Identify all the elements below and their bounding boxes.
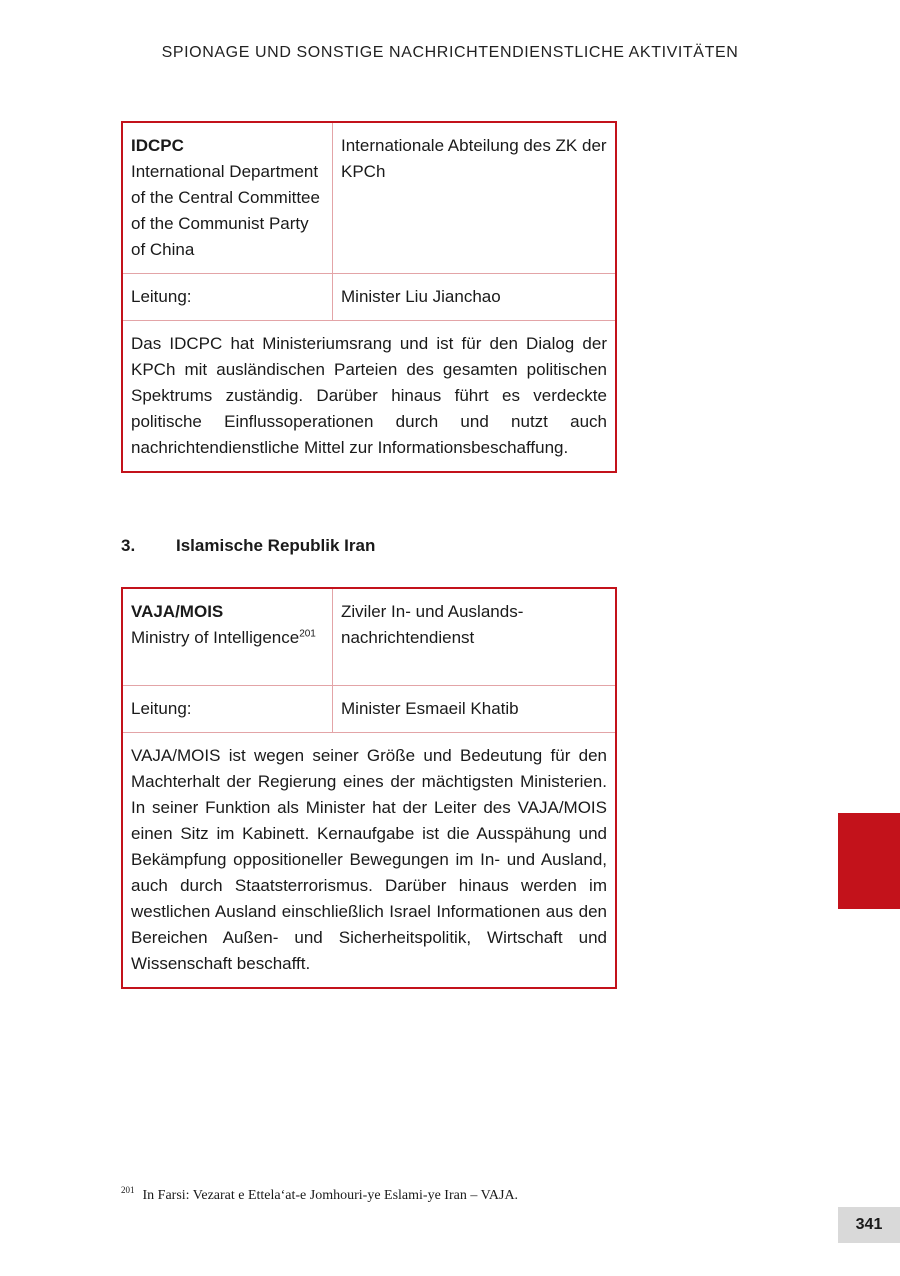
vaja-description: VAJA/MOIS ist wegen seiner Größe und Bedeutung für den Machterhalt der Regierung eines der mächtigsten Ministerien. In seiner Funktion als Minister hat der Leiter des VAJA/MOIS einen Sitz im Kabinett. Kernaufgabe ist die Ausspähung und Bekämpfung oppositioneller Bewegungen im In- und Ausland, auch durch Staatsterrorismus. Darüber hinaus werden im westlichen Ausland einschließlich Israel Informationen aus den Bereichen Außen- und Sicherheitspolitik, Wirtschaft und Wissenschaft beschafft. [123,733,615,988]
idcpc-german-name: Internationale Abteilung des ZK der KPCh [333,123,616,274]
footnote-number: 201 [121,1185,135,1196]
table-row [123,589,615,686]
idcpc-leitung-value: Minister Liu Jianchao [333,274,616,321]
idcpc-leitung-label: Leitung: [123,274,333,321]
idcpc-info-box [121,121,617,473]
table-row [123,686,615,733]
running-header: SPIONAGE UND SONSTIGE NACHRICHTENDIENSTLICHE AKTIVITÄTEN [161,44,739,61]
vaja-english-name-text: Ministry of Intelligence [131,628,300,647]
idcpc-description: Das IDCPC hat Ministeriumsrang und ist für den Dialog der KPCh mit ausländischen Parteien des gesamten politischen Spektrums zuständig. Darüber hinaus führt es verdeckte politische Einflussoperationen durch und nutzt auch nachrichtendienstliche Mittel zur Informationsbeschaffung. [123,321,615,472]
vaja-english-name [131,625,324,651]
vaja-name-cell [123,589,333,686]
idcpc-english-name: International Department of the Central Committee of the Communist Party of China [131,162,320,259]
section-heading [121,536,375,556]
table-row [123,321,615,472]
idcpc-abbreviation: IDCPC [131,136,184,155]
table-row [123,274,615,321]
footnote [121,1185,519,1204]
vaja-german-name: Ziviler In- und Auslandsnachrichtendienst [333,589,616,686]
vaja-info-box [121,587,617,989]
idcpc-table [123,123,615,471]
footnote-text: In Farsi: Vezarat e Ettela‘at-e Jomhouri-ye Eslami-ye Iran – VAJA. [142,1188,519,1203]
footnote-reference[interactable]: 201 [299,628,316,640]
chapter-side-tab [838,813,900,909]
vaja-abbreviation: VAJA/MOIS [131,602,224,621]
section-number: 3. [121,536,136,555]
table-row [123,123,615,274]
section-title: Islamische Republik Iran [176,536,376,555]
vaja-leitung-value: Minister Esmaeil Khatib [333,686,616,733]
table-row [123,733,615,988]
idcpc-name-cell [123,123,333,274]
vaja-leitung-label: Leitung: [123,686,333,733]
page-number: 341 [838,1207,900,1243]
vaja-table [123,589,615,987]
